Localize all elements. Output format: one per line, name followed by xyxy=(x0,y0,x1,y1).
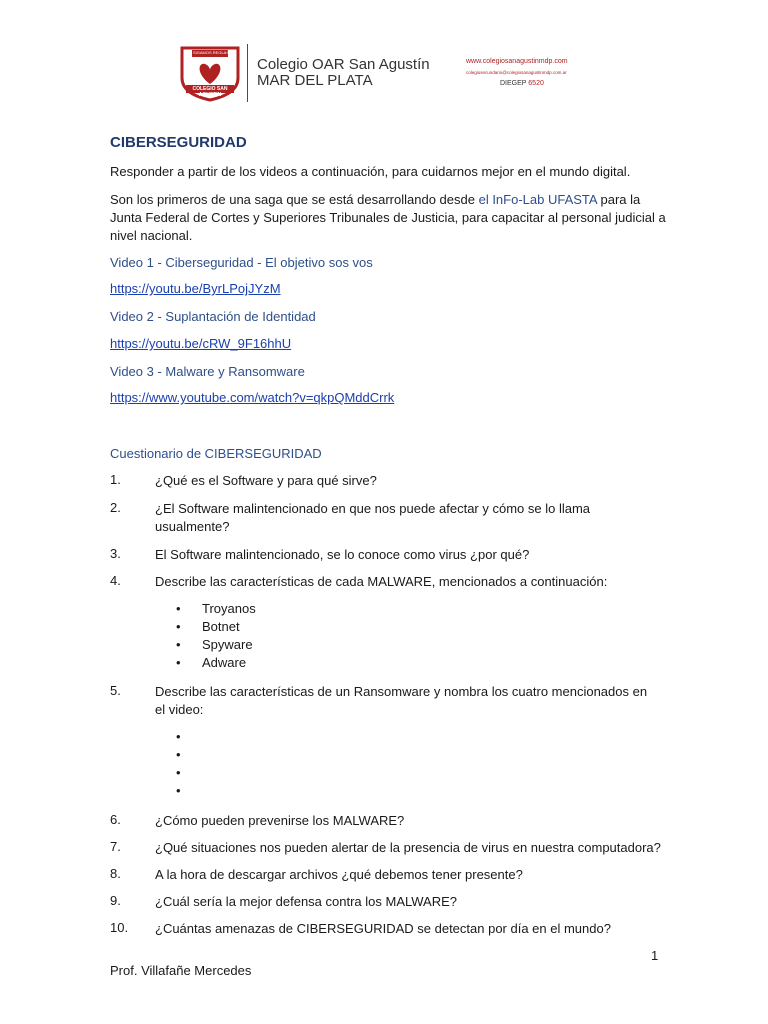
bullet-icon: • xyxy=(176,601,181,616)
crest-top-text: SIGAMOS REGLAS xyxy=(193,50,230,55)
bullet-icon: • xyxy=(176,765,181,780)
question-number: 1. xyxy=(110,472,121,487)
saga-suffix: para la xyxy=(600,192,641,207)
question-text: ¿Qué es el Software y para qué sirve? xyxy=(155,473,377,488)
question-text: Describe las características de cada MALWARE, mencionados a continuación: xyxy=(155,574,608,589)
video-1-label: Video 1 - Ciberseguridad - El objetivo sos vos xyxy=(110,255,373,270)
video-3-label: Video 3 - Malware y Ransomware xyxy=(110,364,305,379)
header-divider xyxy=(247,44,248,102)
page-title: CIBERSEGURIDAD xyxy=(110,134,247,151)
school-city: MAR DEL PLATA xyxy=(257,72,373,89)
bullet-icon: • xyxy=(176,655,181,670)
question-text: ¿Qué situaciones nos pueden alertar de la presencia de virus en nuestra computadora? xyxy=(155,840,661,855)
question-text: ¿Cuántas amenazas de CIBERSEGURIDAD se detectan por día en el mundo? xyxy=(155,921,611,936)
list-item: Adware xyxy=(202,655,247,670)
infolab-highlight: el InFo-Lab UFASTA xyxy=(478,192,597,207)
question-text: A la hora de descargar archivos ¿qué debemos tener presente? xyxy=(155,867,523,882)
question-text: ¿Cuál sería la mejor defensa contra los MALWARE? xyxy=(155,894,458,909)
diegep-number: 6520 xyxy=(528,80,544,87)
bullet-icon: • xyxy=(176,637,181,652)
question-number: 3. xyxy=(110,546,121,561)
bullet-icon: • xyxy=(176,619,181,634)
list-item: Troyanos xyxy=(202,601,256,616)
question-number: 5. xyxy=(110,683,121,698)
video-3-link[interactable]: https://www.youtube.com/watch?v=qkpQMddCrrk xyxy=(110,390,395,405)
intro-text: Responder a partir de los videos a continuación, para cuidarnos mejor en el mundo digital. xyxy=(110,164,631,179)
school-website[interactable]: www.colegiosanagustinmdp.com xyxy=(466,58,568,65)
diegep-info xyxy=(500,80,544,87)
quiz-title: Cuestionario de CIBERSEGURIDAD xyxy=(110,446,322,461)
school-crest xyxy=(178,44,242,102)
video-2-link[interactable]: https://youtu.be/cRW_9F16hhU xyxy=(110,336,292,351)
question-number: 4. xyxy=(110,573,121,588)
school-email[interactable]: colegiosecundario@colegiosanagustinmdp.com.ar xyxy=(466,70,567,75)
page-number: 1 xyxy=(651,948,659,963)
question-number: 9. xyxy=(110,893,121,908)
bullet-icon: • xyxy=(176,783,181,798)
saga-line3: nivel nacional. xyxy=(110,228,193,243)
saga-line2: Junta Federal de Cortes y Superiores Tribunales de Justicia, para capacitar al personal judicial a xyxy=(110,210,666,225)
diegep-label: DIEGEP xyxy=(500,80,527,87)
question-text: ¿Cómo pueden prevenirse los MALWARE? xyxy=(155,813,405,828)
video-2-label: Video 2 - Suplantación de Identidad xyxy=(110,309,316,324)
bullet-icon: • xyxy=(176,747,181,762)
question-number: 8. xyxy=(110,866,121,881)
bullet-icon: • xyxy=(176,729,181,744)
question-number: 2. xyxy=(110,500,121,515)
question-number: 7. xyxy=(110,839,121,854)
question-text: ¿El Software malintencionado en que nos puede afectar y cómo se lo llama usualmente? xyxy=(155,501,591,534)
question-number: 10. xyxy=(110,920,129,935)
question-number: 6. xyxy=(110,812,121,827)
video-1-link[interactable]: https://youtu.be/ByrLPojJYzM xyxy=(110,281,281,296)
question-text: Describe las características de un Ransomware y nombra los cuatro mencionados en el video: xyxy=(155,684,648,717)
footer-author: Prof. Villafañe Mercedes xyxy=(110,963,252,978)
question-text: El Software malintencionado, se lo conoce como virus ¿por qué? xyxy=(155,547,530,562)
crest-bottom-text: COLEGIO SAN AGUSTIN xyxy=(192,86,228,98)
list-item: Botnet xyxy=(202,619,240,634)
saga-paragraph xyxy=(110,191,670,245)
list-item: Spyware xyxy=(202,637,253,652)
saga-prefix: Son los primeros de una saga que se está desarrollando desde xyxy=(110,192,475,207)
school-name: Colegio OAR San Agustín xyxy=(257,56,430,73)
